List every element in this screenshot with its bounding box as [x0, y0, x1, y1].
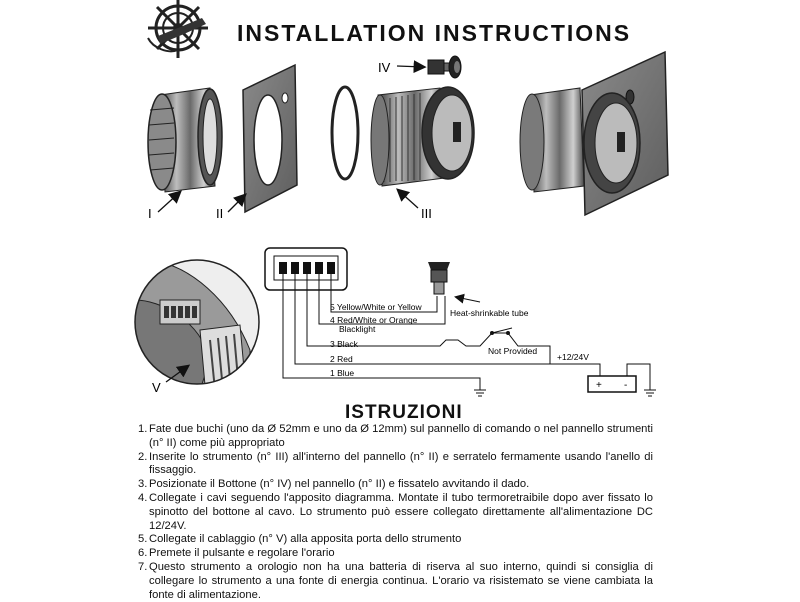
instruction-step: 5. Collegate il cablaggio (n° V) alla apposita porta dello strumento: [138, 533, 462, 546]
part-label-v: V: [152, 380, 161, 395]
not-provided-label: Not Provided: [488, 346, 538, 356]
wiring-push-button: [428, 262, 450, 294]
instruction-step: 1. Fate due buchi (uno da Ø 52mm e uno da Ø 12mm) sul pannello di comando o nel pannello strumenti (n° II) come più appropriato: [138, 423, 653, 449]
wiring-connector: [265, 248, 347, 290]
instruction-step: 7. Questo strumento a orologio non ha una batteria di riserva al suo interno, quindi si consiglia di collegare lo strumento a una fonte di energia continua. L'orario va risistemato se viene cambiata la fonte di alimentazione.: [138, 560, 653, 601]
instruction-step: 3. Posizionate il Bottone (n° IV) nel pannello (n° II) e fissatelo avvitando il dado.: [138, 478, 530, 491]
wire-label-2: 2 Red: [330, 354, 353, 364]
heat-tube-label: Heat-shrinkable tube: [450, 308, 529, 318]
wire-label-3: 3 Black: [330, 339, 358, 349]
supply-voltage-label: +12/24V: [557, 352, 589, 362]
harness-closeup-part-v: [130, 255, 270, 400]
part-label-ii: II: [216, 206, 224, 221]
wire-label-4: 4 Red/White or Orange: [330, 315, 418, 325]
instructions-heading: ISTRUZIONI: [345, 402, 463, 423]
part-label-iii: III: [421, 206, 432, 221]
panel-part-ii: [243, 65, 297, 212]
ship-wheel-logo: [148, 0, 208, 58]
svg-text:+: +: [596, 380, 602, 391]
switch-symbol: [490, 328, 512, 335]
heat-tube-arrow: [456, 297, 480, 302]
instruction-step: 2. Inserite lo strumento (n° III) all'interno del pannello (n° II) e serratelo fermamente usando l'anello di fissaggio.: [138, 450, 653, 477]
gauge-body-part-iii: [371, 87, 474, 186]
battery-symbol: [588, 376, 636, 392]
svg-text:-: -: [624, 380, 628, 391]
wire-label-4-blacklight: Blacklight: [339, 324, 376, 334]
push-button-part-iv: [428, 56, 461, 78]
page-title: INSTALLATION INSTRUCTIONS: [237, 20, 632, 46]
o-ring: [332, 87, 358, 179]
assembled-gauge: [520, 52, 668, 215]
instruction-step: 4. Collegate i cavi seguendo l'apposito diagramma. Montate il tubo termoretraibile dopo aver fissato lo spinotto del bottone al cavo. Lo strumento può essere collegato direttamente all'alimentazione DC 12/24V.: [138, 491, 653, 532]
part-label-i: I: [148, 206, 152, 221]
wire-label-1: 1 Blue: [330, 368, 355, 378]
part-label-iv: IV: [378, 60, 391, 75]
fixing-ring-part-i: [148, 88, 222, 192]
instruction-step: 6. Premete il pulsante e regolare l'orario: [138, 547, 335, 560]
wire-label-5: 5 Yellow/White or Yellow: [330, 302, 422, 312]
instruction-steps: [138, 423, 653, 602]
